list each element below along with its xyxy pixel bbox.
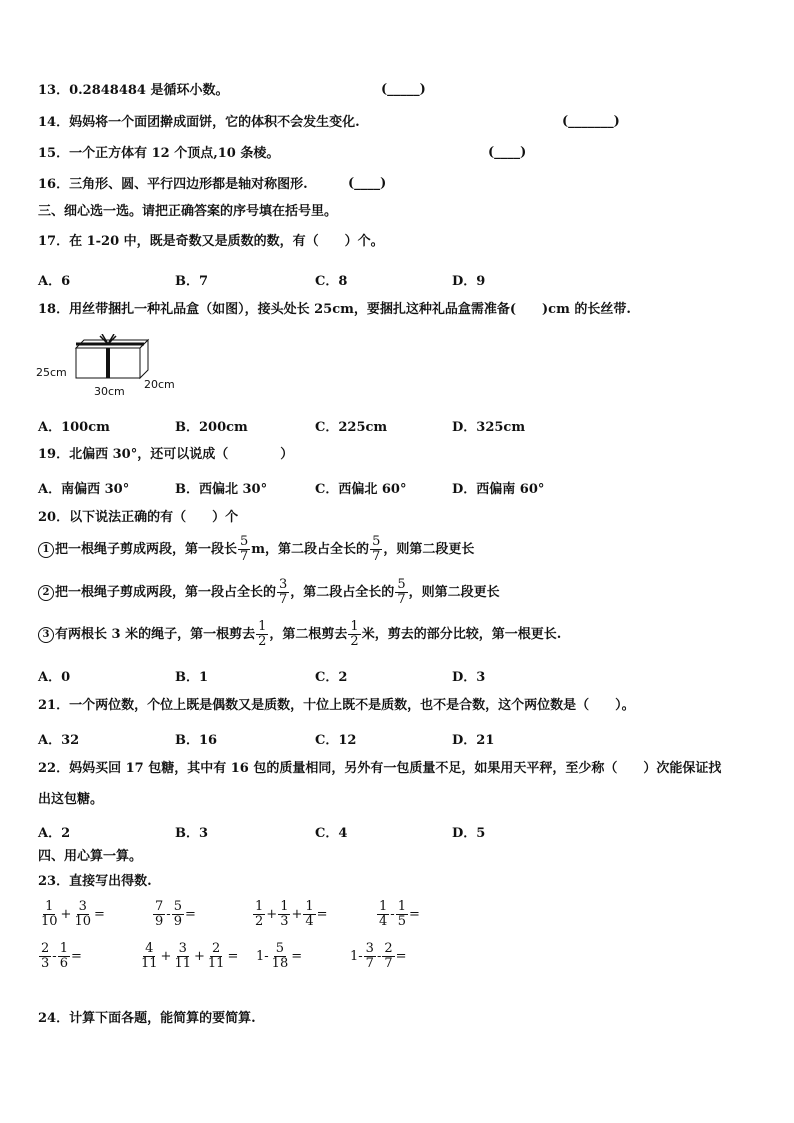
option-17-c[interactable]: C．8 [315,274,348,289]
box-length-label: 30cm [94,385,125,398]
fraction [153,900,165,929]
question-22-line2: 出这包糖。 [38,792,104,807]
fraction [72,900,93,929]
denominator: 4 [305,914,314,929]
answer-blank-15[interactable]: (____) [488,145,527,160]
statement-text: ，第二根剪去 [269,626,348,642]
question-16: 16．三角形、圆、平行四边形都是轴对称图形. [38,177,308,192]
question-24: 24．计算下面各题，能简算的要简算. [38,1011,256,1026]
calc-expression-4: $\frac{1}{4}$ - $\frac{1}{5}$ = [379,899,420,929]
question-21: 21．一个两位数，个位上既是偶数又是质数，十位上既不是质数，也不是合数，这个两位数是（ ）。 [38,698,635,713]
option-20-d[interactable]: D．3 [452,670,486,685]
answer-blank-14[interactable]: (_______) [562,114,620,129]
numerator: 5 [372,534,381,549]
option-17-b[interactable]: B．7 [175,274,209,289]
answer-blank-16[interactable]: (____) [348,176,387,191]
question-19: 19．北偏西 30°，还可以说成（ ） [38,447,294,462]
calc-expression-8: 1- $\frac{3}{7}$ - $\frac{2}{7}$ = [350,941,407,971]
equals-sign: = [395,949,407,964]
calc-expression-6: $\frac{4}{11}$ + $\frac{3}{11}$ + $\frac{2}{11}$ = [141,941,239,971]
numerator: 5 [240,534,249,549]
denominator: 7 [397,592,406,607]
question-20: 20．以下说法正确的有（ ）个 [38,510,239,525]
numerator: 2 [384,941,393,956]
statement-text: 米，剪去的部分比较，第一根更长. [361,626,562,642]
statement-text: ，第二段占全长的 [290,584,395,600]
calc-expression-5: $\frac{2}{3}$ - $\frac{1}{6}$ = [41,941,82,971]
statement-20-1 [38,535,474,564]
denominator: 7 [240,549,249,564]
statement-20-3 [38,620,561,649]
denominator: 6 [59,956,68,971]
numerator: 1 [379,899,388,914]
option-19-c[interactable]: C．西偏北 60° [315,482,407,497]
fraction [364,942,376,971]
option-21-b[interactable]: B．16 [175,733,218,748]
fraction [39,942,51,971]
option-17-a[interactable]: A．6 [38,274,71,289]
question-23: 23．直接写出得数. [38,874,152,889]
option-20-b[interactable]: B．1 [175,670,209,685]
denominator: 3 [41,956,50,971]
fraction [382,942,394,971]
equals-sign: = [408,907,420,922]
numerator: 1 [255,899,264,914]
box-width-label: 20cm [144,378,175,391]
statement-text: 把一根绳子剪成两段，第一段占全长的 [55,584,277,600]
option-22-b[interactable]: B．3 [175,826,209,841]
gift-box-figure [36,334,186,400]
numerator: 2 [41,941,50,956]
denominator: 5 [397,914,406,929]
option-19-a[interactable]: A．南偏西 30° [38,482,130,497]
calc-expression-7: 1- $\frac{5}{18}$ = [256,941,303,971]
numerator: 1 [350,619,359,634]
equals-sign: = [291,949,303,964]
fraction [206,942,227,971]
fraction [238,535,250,564]
statement-20-2 [38,578,500,607]
statement-text: ，则第二段更长 [408,584,500,600]
option-20-c[interactable]: C．2 [315,670,348,685]
section-heading-3: 三、细心选一选。请把正确答案的序号填在括号里。 [38,204,338,219]
numerator: 1 [258,619,267,634]
fraction [277,578,289,607]
calc-expression-2: $\frac{7}{9}$ - $\frac{5}{9}$ = [155,899,196,929]
numerator: 5 [397,577,406,592]
statement-text: ，则第二段更长 [383,541,475,557]
equals-sign: = [227,949,239,964]
option-19-b[interactable]: B．西偏北 30° [175,482,268,497]
section-heading-4: 四、用心算一算。 [38,849,143,864]
fraction [139,942,160,971]
circled-number: 2 [38,585,54,601]
question-22-line1: 22．妈妈买回 17 包糖，其中有 16 包的质量相同，另外有一包质量不足，如果用天平秤，至少称（ ）次能保证找 [38,761,722,776]
numerator: 1 [59,941,68,956]
equals-sign: = [316,907,328,922]
denominator: 3 [280,914,289,929]
denominator: 11 [174,956,191,971]
equals-sign: = [94,907,105,922]
fraction [256,620,268,649]
numerator: 3 [78,899,87,914]
option-21-d[interactable]: D．21 [452,733,495,748]
option-22-a[interactable]: A．2 [38,826,71,841]
option-19-d[interactable]: D．西偏南 60° [452,482,545,497]
denominator: 2 [255,914,264,929]
option-18-a[interactable]: A．100cm [38,420,110,435]
equals-sign: = [184,907,196,922]
question-13: 13．0.2848484 是循环小数。 [38,83,229,98]
numerator: 5 [275,941,285,956]
numerator: 3 [279,577,288,592]
numerator: 1 [45,899,54,914]
denominator: 10 [74,914,91,929]
option-22-c[interactable]: C．4 [315,826,348,841]
fraction [58,942,70,971]
fraction [278,900,290,929]
denominator: 2 [350,634,359,649]
fraction [348,620,360,649]
statement-text: 有两根长 3 米的绳子，第一根剪去 [55,626,256,642]
denominator: 7 [384,956,393,971]
denominator: 11 [141,956,158,971]
fraction [270,942,291,971]
box-height-label: 25cm [36,366,67,379]
option-20-a[interactable]: A．0 [38,670,71,685]
numerator: 2 [212,941,221,956]
numerator: 3 [178,941,187,956]
fraction [377,900,389,929]
denominator: 7 [365,956,374,971]
fraction [395,578,407,607]
option-18-d[interactable]: D．325cm [452,420,526,435]
denominator: 9 [173,914,182,929]
numerator: 7 [155,899,164,914]
answer-blank-13[interactable]: (_____) [381,82,426,97]
denominator: 10 [41,914,58,929]
option-18-c[interactable]: C．225cm [315,420,388,435]
numerator: 1 [397,899,406,914]
circled-number: 1 [38,542,54,558]
question-15: 15．一个正方体有 12 个顶点,10 条棱。 [38,146,280,161]
numerator: 3 [365,941,374,956]
fraction [370,535,382,564]
option-18-b[interactable]: B．200cm [175,420,248,435]
denominator: 7 [372,549,381,564]
denominator: 11 [207,956,225,971]
statement-text: m，第二段占全长的 [251,541,370,557]
denominator: 9 [155,914,164,929]
option-22-d[interactable]: D．5 [452,826,486,841]
option-21-c[interactable]: C．12 [315,733,357,748]
fraction [172,942,193,971]
calc-expression-3: $\frac{1}{2}$ + $\frac{1}{3}$ + $\frac{1}{4}$ = [255,899,328,929]
denominator: 2 [258,634,267,649]
numerator: 1 [305,899,314,914]
calc-expression-1: $\frac{1}{10}$ + $\frac{3}{10}$ = [41,899,105,929]
question-14: 14．妈妈将一个面团擀成面饼，它的体积不会发生变化. [38,115,360,130]
numerator: 5 [173,899,182,914]
denominator: 4 [379,914,388,929]
fraction [172,900,184,929]
question-18: 18．用丝带捆扎一种礼品盒（如图），接头处长 25cm，要捆扎这种礼品盒需准备( )cm 的长丝带. [38,302,631,317]
fraction [39,900,60,929]
question-17: 17．在 1-20 中，既是奇数又是质数的数，有（ ）个。 [38,234,384,249]
denominator: 7 [279,592,288,607]
statement-text: 把一根绳子剪成两段，第一段长 [55,541,238,557]
denominator: 18 [271,956,289,971]
equals-sign: = [70,949,82,964]
fraction [396,900,408,929]
option-21-a[interactable]: A．32 [38,733,80,748]
numerator: 4 [145,941,154,956]
numerator: 1 [280,899,289,914]
fraction [303,900,315,929]
fraction [253,900,265,929]
circled-number: 3 [38,627,54,643]
option-17-d[interactable]: D．9 [452,274,486,289]
